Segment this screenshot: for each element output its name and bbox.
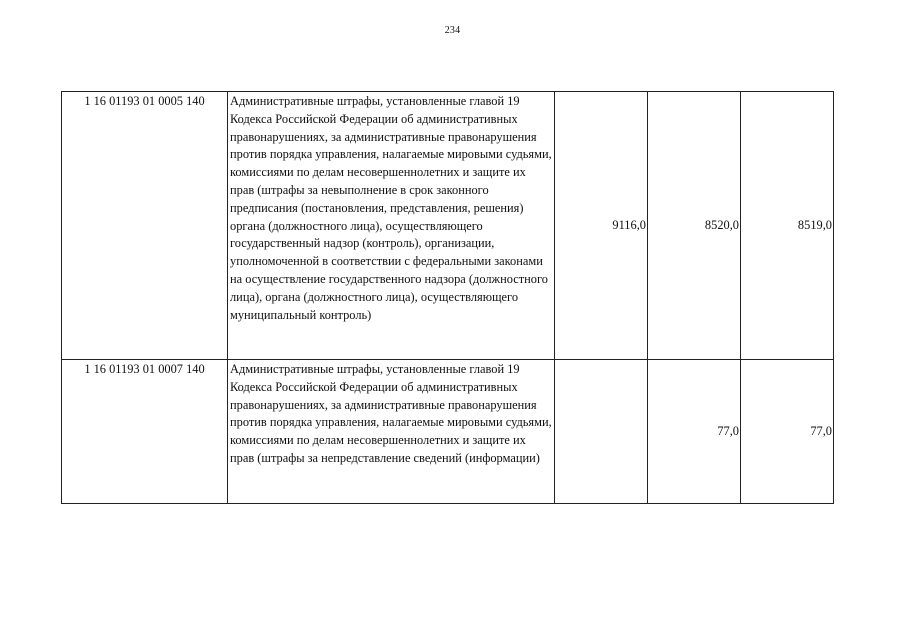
table-row xyxy=(62,92,834,360)
amount-year-3: 8519,0 xyxy=(741,92,834,360)
budget-classification-code: 1 16 01193 01 0007 140 xyxy=(62,360,228,504)
budget-classification-code: 1 16 01193 01 0005 140 xyxy=(62,92,228,360)
page-number: 234 xyxy=(444,25,461,36)
amount-year-1: 9116,0 xyxy=(555,92,648,360)
revenue-description: Административные штрафы, установленные главой 19 Кодекса Российской Федерации об административных правонарушениях, за административные правонарушения против порядка управления, налагаемые мировыми судьями, комиссиями по делам несовершеннолетних и защите их прав (штрафы за непредставление сведений (информации) xyxy=(228,360,555,504)
budget-revenue-table xyxy=(61,91,834,504)
amount-year-1 xyxy=(555,360,648,504)
table-row xyxy=(62,360,834,504)
amount-year-2: 77,0 xyxy=(648,360,741,504)
amount-year-3: 77,0 xyxy=(741,360,834,504)
amount-year-2: 8520,0 xyxy=(648,92,741,360)
revenue-description: Административные штрафы, установленные главой 19 Кодекса Российской Федерации об административных правонарушениях, за административные правонарушения против порядка управления, налагаемые мировыми судьями, комиссиями по делам несовершеннолетних и защите их прав (штрафы за невыполнение в срок законного предписания (постановления, представления, решения) органа (должностного лица), осуществляющего государственный надзор (контроль), организации, уполномоченной в соответствии с федеральными законами на осуществление государственного надзора (должностного лица), органа (должностного лица), осуществляющего муниципальный контроль) xyxy=(228,92,555,360)
